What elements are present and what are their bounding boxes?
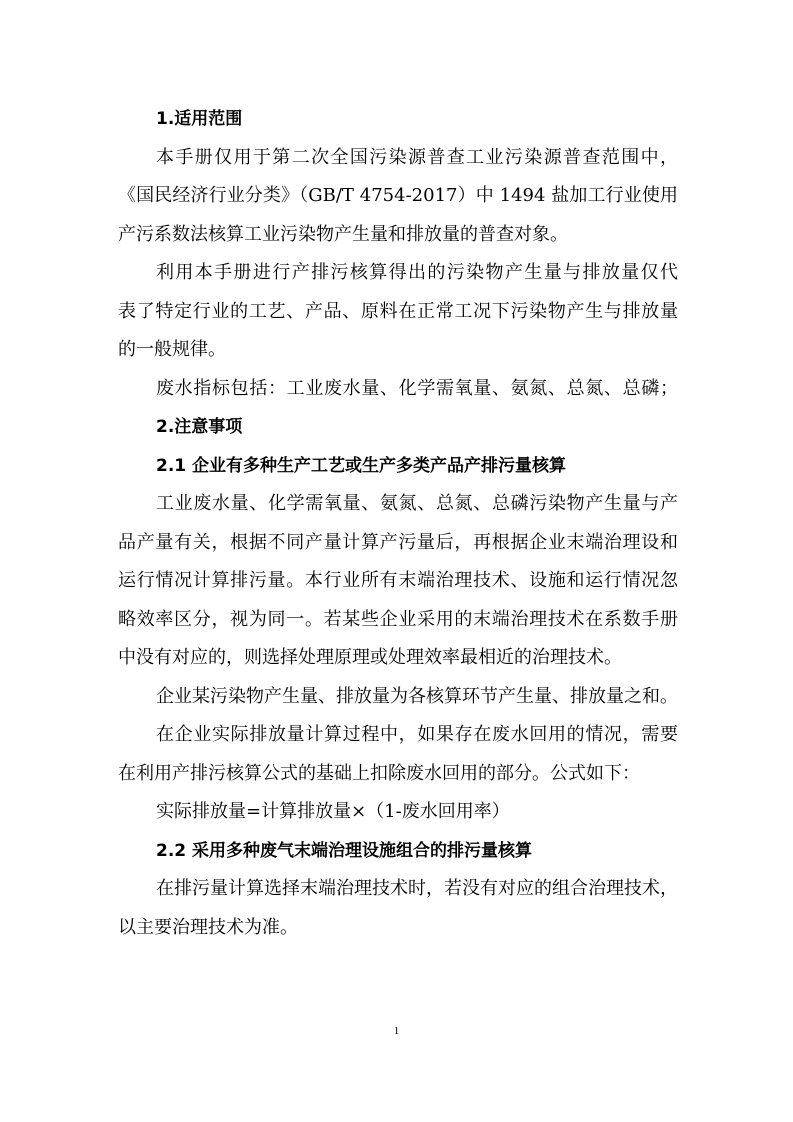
paragraph-line: 运行情况计算排污量。本行业所有末端治理技术、设施和运行情况忽 bbox=[118, 570, 678, 591]
subsection-heading-combined-treatment: 2.2 采用多种废气末端治理设施组合的排污量核算 bbox=[156, 840, 533, 861]
paragraph-line: 工业废水量、化学需氧量、氨氮、总氮、总磷污染物产生量与产 bbox=[156, 493, 678, 514]
paragraph-line: 在利用产排污核算公式的基础上扣除废水回用的部分。公式如下： bbox=[118, 762, 640, 784]
paragraph-line: 表了特定行业的工艺、产品、原料在正常工况下污染物产生与排放量 bbox=[118, 300, 678, 322]
paragraph-line: 废水指标包括：工业废水量、化学需氧量、氨氮、总氮、总磷； bbox=[156, 377, 678, 399]
paragraph-line: 的一般规律。 bbox=[118, 339, 226, 360]
paragraph-line: 在企业实际排放量计算过程中，如果存在废水回用的情况，需要 bbox=[156, 724, 678, 745]
section-heading-scope: 1.适用范围 bbox=[156, 109, 243, 129]
section-heading-notes: 2.注意事项 bbox=[156, 417, 243, 437]
paragraph-line: 《国民经济行业分类》（GB/T 4754-2017）中 1494 盐加工行业使用 bbox=[118, 185, 678, 206]
page-number: 1 bbox=[393, 1025, 400, 1037]
paragraph-line: 产污系数法核算工业污染物产生量和排放量的普查对象。 bbox=[118, 223, 568, 245]
subsection-heading-multi-process: 2.1 企业有多种生产工艺或生产多类产品产排污量核算 bbox=[156, 455, 567, 476]
paragraph-line: 在排污量计算选择末端治理技术时，若没有对应的组合治理技术， bbox=[156, 878, 678, 899]
paragraph-line: 以主要治理技术为准。 bbox=[118, 916, 298, 938]
paragraph-line: 本手册仅用于第二次全国污染源普查工业污染源普查范围中， bbox=[156, 146, 678, 168]
page-content bbox=[118, 100, 678, 947]
paragraph-line: 企业某污染物产生量、排放量为各核算环节产生量、排放量之和。 bbox=[156, 685, 678, 707]
paragraph-line: 中没有对应的，则选择处理原理或处理效率最相近的治理技术。 bbox=[118, 647, 622, 668]
paragraph-line: 略效率区分，视为同一。若某些企业采用的末端治理技术在系数手册 bbox=[118, 608, 678, 630]
formula-line: 实际排放量=计算排放量×（1-废水回用率） bbox=[156, 801, 510, 822]
paragraph-line: 品产量有关，根据不同产量计算产污量后，再根据企业末端治理设和 bbox=[118, 531, 678, 553]
paragraph-line: 利用本手册进行产排污核算得出的污染物产生量与排放量仅代 bbox=[156, 262, 678, 283]
